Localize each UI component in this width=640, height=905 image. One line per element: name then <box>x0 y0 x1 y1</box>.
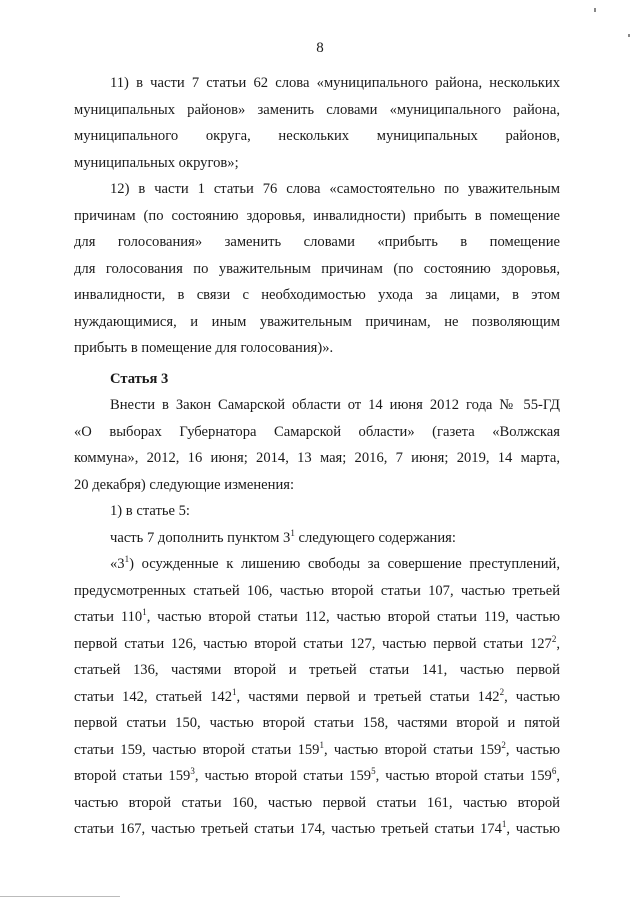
text-line: частью второй статьи 160, частью первой статьи 161, частью второй <box>74 794 560 811</box>
text-line: предусмотренных статьей 106, частью второй статьи 107, частью третьей <box>74 582 560 599</box>
text-segment: , частью <box>504 688 560 705</box>
text-line <box>74 816 560 843</box>
scan-artifact <box>0 896 120 897</box>
text-line: «О выборах Губернатора Самарской области» (газета «Волжская <box>74 423 560 440</box>
text-line <box>74 525 560 552</box>
superscript: 6 <box>551 766 557 776</box>
section-heading: Статья 3 <box>110 370 169 387</box>
text-segment: ) осужденные к лишению свободы за совершение преступлений, <box>129 556 560 572</box>
document-body <box>74 70 560 843</box>
text-segment: часть 7 дополнить пунктом 3 <box>110 529 291 546</box>
text-line: для голосования» заменить словами «прибыть в помещение <box>74 234 560 250</box>
superscript: 1 <box>501 819 507 829</box>
text-line: 12) в части 1 статьи 76 слова «самостоятельно по уважительным <box>110 181 560 197</box>
text-line: 11) в части 7 статьи 62 слова «муниципального района, нескольких <box>110 75 560 91</box>
text-segment: , <box>556 635 560 652</box>
superscript: 1 <box>142 607 147 617</box>
text-line: Внести в Закон Самарской области от 14 июня 2012 года № 55-ГД <box>110 397 560 413</box>
text-line: муниципальных районов» заменить словами «муниципального района, <box>74 101 560 118</box>
text-line: причинам (по состоянию здоровья, инвалидности) прибыть в помещение <box>74 207 560 224</box>
text-line: 1) в статье 5: <box>110 503 190 519</box>
superscript: 1 <box>124 554 130 564</box>
text-line <box>74 684 560 711</box>
text-line <box>74 604 560 631</box>
scan-artifact <box>628 34 630 37</box>
text-segment: , <box>556 768 560 784</box>
text-line: прибыть в помещение для голосования)». <box>74 340 334 356</box>
text-segment: следующего содержания: <box>294 529 456 546</box>
text-segment: второй статьи 159 <box>74 768 191 784</box>
text-segment: первой статьи 126, частью второй статьи 127, частью первой статьи 127 <box>74 635 552 652</box>
superscript: 2 <box>499 686 505 697</box>
page-number: 8 <box>316 40 324 56</box>
text-line <box>74 763 560 790</box>
text-segment: , частью второй статьи 159 <box>375 768 552 784</box>
text-line: коммуна», 2012, 16 июня; 2014, 13 мая; 2016, 7 июня; 2019, 14 марта, <box>74 450 560 466</box>
text-line: муниципального округа, нескольких муниципальных районов, <box>74 128 560 144</box>
text-segment: , частями первой и третьей статьи 142 <box>236 688 500 705</box>
text-line: 20 декабря) следующие изменения: <box>74 476 295 493</box>
text-segment: статьи 159, частью второй статьи 159 <box>74 741 320 758</box>
text-line <box>74 551 560 578</box>
text-segment: , частью второй статьи 112, частью второй статьи 119, частью <box>146 609 560 625</box>
superscript: 5 <box>371 766 376 776</box>
text-segment: , частью второй статьи 159 <box>194 768 372 784</box>
text-segment: , частью второй статьи 159 <box>323 741 502 758</box>
superscript: 1 <box>232 686 237 697</box>
text-line: статьей 136, частями второй и третьей статьи 141, частью первой <box>74 662 560 678</box>
superscript: 3 <box>190 766 195 776</box>
superscript: 1 <box>290 527 295 538</box>
text-segment: статьи 142, статьей 142 <box>74 688 233 705</box>
text-segment: «3 <box>110 556 125 572</box>
text-segment: статьи 167, частью третьей статьи 174, частью третьей статьи 174 <box>74 821 502 837</box>
superscript: 2 <box>551 633 557 644</box>
text-segment: , частью <box>506 821 560 837</box>
text-segment: , частью <box>505 741 560 758</box>
superscript: 1 <box>319 739 324 750</box>
scan-artifact <box>594 8 596 12</box>
text-line: для голосования по уважительным причинам (по состоянию здоровья, <box>74 260 560 277</box>
text-line: инвалидности, в связи с необходимостью ухода за лицами, в этом <box>74 287 560 303</box>
text-line <box>74 631 560 658</box>
text-line: муниципальных округов»; <box>74 154 239 171</box>
text-segment: статьи 110 <box>74 609 143 625</box>
superscript: 2 <box>501 739 506 750</box>
text-line: первой статьи 150, частью второй статьи 158, частями второй и пятой <box>74 715 560 731</box>
text-line: нуждающимися, и иным уважительным причинам, не позволяющим <box>74 313 560 330</box>
text-line <box>74 737 560 764</box>
